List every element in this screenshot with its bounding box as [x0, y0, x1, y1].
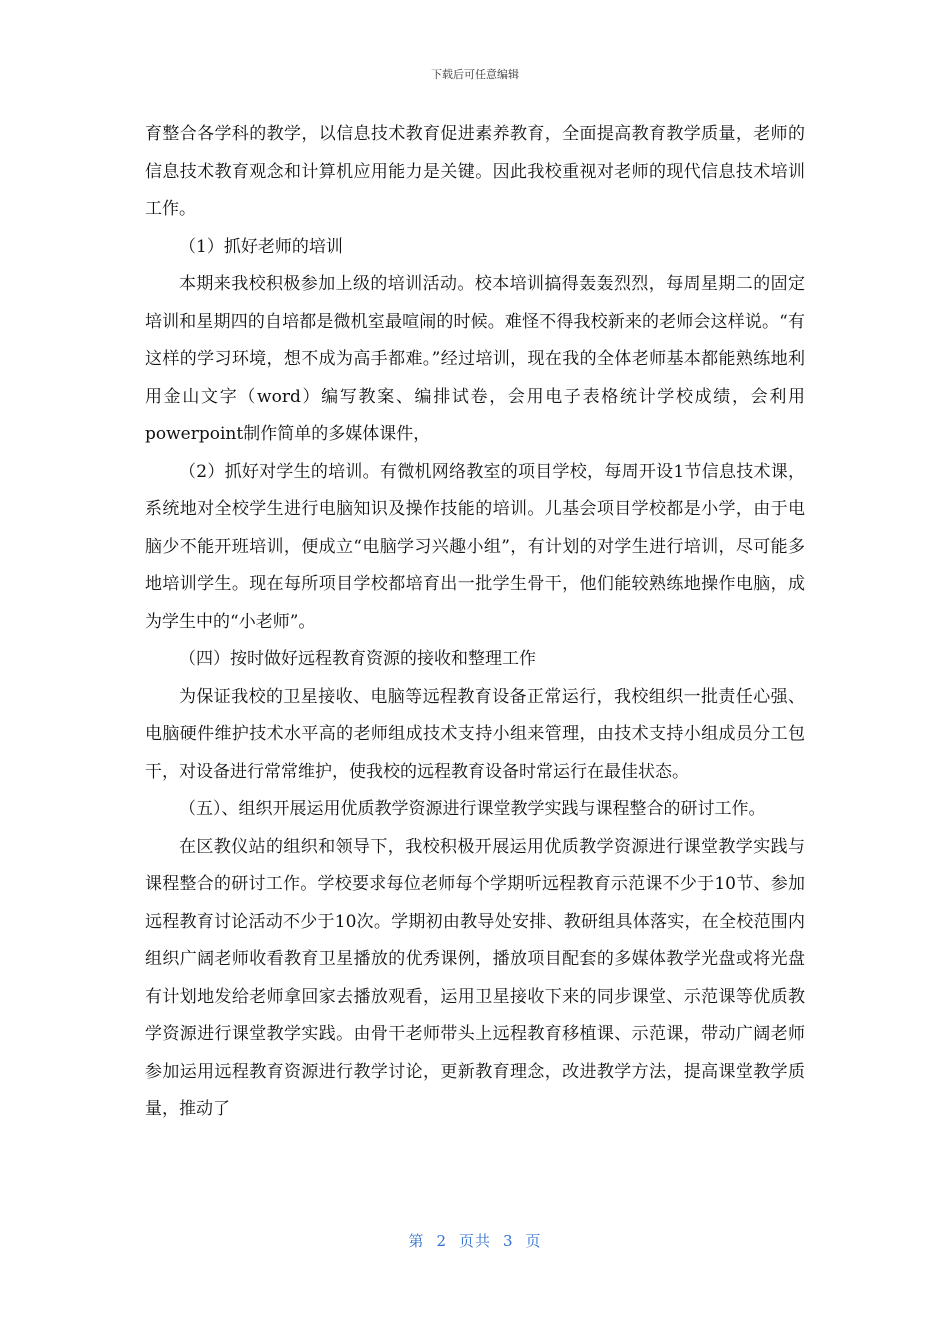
subheading-teacher-training: （1）抓好老师的培训 [179, 236, 343, 257]
paragraph-continuation: 育整合各学科的教学，以信息技术教育促进素养教育，全面提高教育教学质量，老师的信息技术教育观念和计算机应用能力是关键。因此我校重视对老师的现代信息技术培训工作。 [145, 124, 805, 219]
paragraph-equipment-maintenance: 为保证我校的卫星接收、电脑等远程教育设备正常运行，我校组织一批责任心强、电脑硬件维护技术水平高的老师组成技术支持小组来管理，由技术支持小组成员分工包干，对设备进行常常维护，使我校的远程教育设备时常运行在最佳状态。 [145, 686, 805, 782]
paragraph-teaching-research: 在区教仪站的组织和领导下，我校积极开展运用优质教学资源进行课堂教学实践与课程整合的研讨工作。学校要求每位老师每个学期听远程教育示范课不少于10节、参加远程教育讨论活动不少于10次。学期初由教导处安排、教研组具体落实，在全校范围内组织广阔老师收看教育卫星播放的优秀课例，播放项目配套的多媒体教学光盘或将光盘有计划地发给老师拿回家去播放观看，运用卫星接收下来的同步课堂、示范课等优质教学资源进行课堂教学实践。由骨干老师带头上远程教育移植课、示范课，带动广阔老师参加运用远程教育资源进行教学讨论，更新教育理念，改进教学方法，提高课堂教学质量，推动了 [145, 836, 805, 1119]
paragraph-student-training: （2）抓好对学生的培训。有微机网络教室的项目学校，每周开设1节信息技术课，系统地对全校学生进行电脑知识及操作技能的培训。儿基会项目学校都是小学，由于电脑少不能开班培训，便成立“电脑学习兴趣小组”，有计划的对学生进行培训，尽可能多地培训学生。现在每所项目学校都培育出一批学生骨干，他们能较熟练地操作电脑，成为学生中的“小老师”。 [145, 461, 805, 632]
document-body [145, 116, 805, 1129]
paragraph-teacher-training: 本期来我校积极参加上级的培训活动。校本培训搞得轰轰烈烈，每周星期二的固定培训和星期四的自培都是微机室最喧闹的时候。难怪不得我校新来的老师会这样说。“有这样的学习环境，想不成为高手都难。”经过培训，现在我的全体老师基本都能熟练地利用金山文字（word）编写教案、编排试卷，会用电子表格统计学校成绩，会利用powerpoint制作简单的多媒体课件， [145, 274, 805, 444]
page-number-footer [0, 1230, 950, 1251]
subheading-teaching-research: （五）、组织开展运用优质教学资源进行课堂教学实践与课程整合的研讨工作。 [179, 799, 766, 819]
footer-mid: 页共 [458, 1232, 491, 1250]
footer-current-page: 2 [436, 1232, 447, 1250]
subheading-resource-reception: （四）按时做好远程教育资源的接收和整理工作 [179, 649, 536, 669]
footer-total-pages: 3 [503, 1232, 514, 1250]
footer-prefix: 第 [408, 1232, 425, 1250]
footer-suffix: 页 [525, 1232, 542, 1250]
header-note: 下载后可任意编辑 [431, 68, 519, 81]
